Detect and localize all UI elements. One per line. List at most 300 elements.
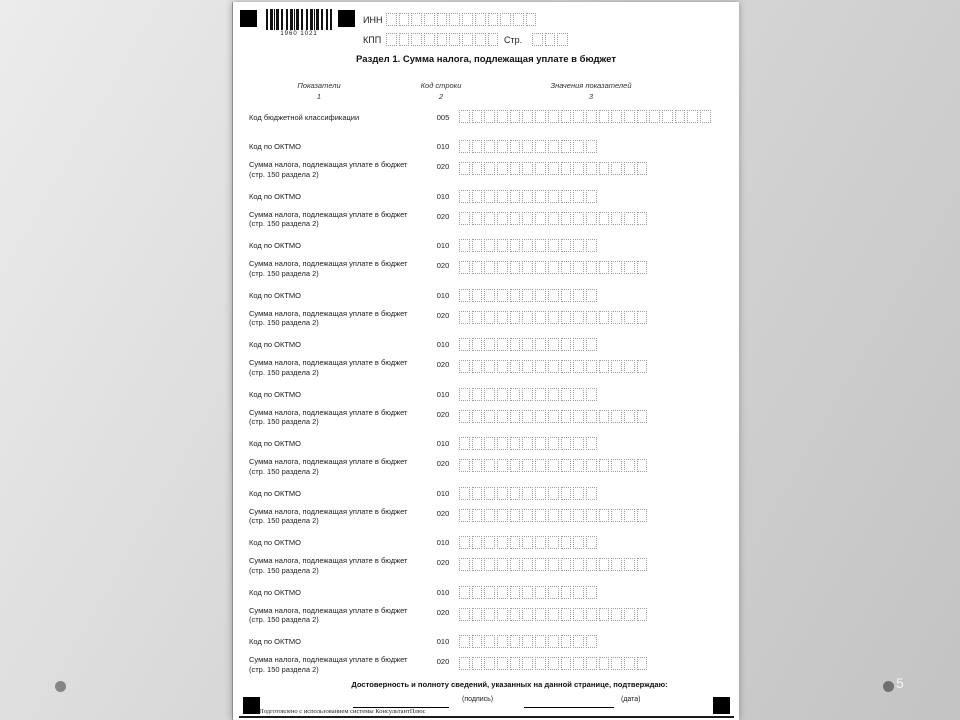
digit-cell [497, 261, 508, 274]
oktmo-label: Код по ОКТМО [249, 340, 302, 349]
digit-cell [522, 110, 533, 123]
digit-cell [637, 212, 648, 225]
digit-cell [510, 657, 521, 670]
digit-cell [573, 388, 584, 401]
digit-cell [497, 410, 508, 423]
digit-cell [510, 437, 521, 450]
digit-cell [522, 608, 533, 621]
oktmo-field[interactable] [459, 289, 599, 302]
digit-cell [561, 289, 572, 302]
tax-sum-label-main: Сумма налога, подлежащая уплате в бюджет [249, 160, 408, 169]
digit-cell [522, 509, 533, 522]
tax-sum-label [249, 358, 427, 378]
digit-cell [561, 338, 572, 351]
digit-cell [599, 410, 610, 423]
digit-cell [472, 212, 483, 225]
kpp-field[interactable] [386, 33, 500, 46]
digit-cell [573, 239, 584, 252]
digit-cell [573, 289, 584, 302]
signature-label: (подпись) [462, 696, 494, 703]
digit-cell [522, 190, 533, 203]
digit-cell [624, 558, 635, 571]
digit-cell [561, 410, 572, 423]
digit-cell [472, 608, 483, 621]
digit-cell [522, 162, 533, 175]
digit-cell [586, 110, 597, 123]
tax-sum-label [249, 210, 427, 230]
digit-cell [497, 110, 508, 123]
digit-cell [611, 558, 622, 571]
digit-cell [599, 558, 610, 571]
digit-cell [472, 162, 483, 175]
digit-cell [637, 311, 648, 324]
tax-sum-field[interactable] [459, 261, 649, 274]
digit-cell [624, 410, 635, 423]
digit-cell [548, 162, 559, 175]
digit-cell [599, 509, 610, 522]
digit-cell [522, 487, 533, 500]
tax-sum-label-main: Сумма налога, подлежащая уплате в бюджет [249, 605, 408, 615]
tax-sum-label-main: Сумма налога, подлежащая уплате в бюджет [249, 209, 408, 219]
registration-mark-bottom-right [713, 697, 730, 714]
bottom-rule [239, 716, 734, 718]
digit-cell [573, 311, 584, 324]
digit-cell [510, 162, 521, 175]
digit-cell [488, 13, 499, 26]
tax-sum-code: 020 [436, 261, 450, 270]
digit-cell [624, 162, 635, 175]
tax-sum-field[interactable] [459, 558, 649, 571]
digit-cell [561, 608, 572, 621]
digit-cell [573, 140, 584, 153]
oktmo-code: 010 [436, 637, 450, 646]
digit-cell [510, 311, 521, 324]
digit-cell [459, 459, 470, 472]
digit-cell [611, 509, 622, 522]
oktmo-field[interactable] [459, 635, 599, 648]
digit-cell [497, 635, 508, 648]
tax-sum-field[interactable] [459, 360, 649, 373]
digit-cell [700, 110, 711, 123]
digit-cell [510, 360, 521, 373]
digit-cell [497, 608, 508, 621]
oktmo-tax-block [233, 386, 739, 435]
tax-sum-field[interactable] [459, 311, 649, 324]
digit-cell [497, 140, 508, 153]
digit-cell [497, 338, 508, 351]
oktmo-code: 010 [436, 191, 450, 201]
digit-cell [522, 289, 533, 302]
digit-cell [624, 657, 635, 670]
tax-sum-field[interactable] [459, 459, 649, 472]
oktmo-field[interactable] [459, 487, 599, 500]
digit-cell [472, 487, 483, 500]
digit-cell [472, 388, 483, 401]
digit-cell [484, 261, 495, 274]
digit-cell [510, 586, 521, 599]
digit-cell [561, 437, 572, 450]
digit-cell [586, 509, 597, 522]
digit-cell [557, 33, 568, 46]
digit-cell [484, 190, 495, 203]
tax-sum-label-sub: (стр. 150 раздела 2) [249, 516, 319, 526]
digit-cell [586, 586, 597, 599]
digit-cell [497, 509, 508, 522]
digit-cell [411, 33, 422, 46]
digit-cell [548, 388, 559, 401]
oktmo-label: Код по ОКТМО [249, 538, 302, 547]
confirmation-text: Достоверность и полноту сведений, указанных на данной странице, подтверждаю: [351, 680, 668, 689]
digit-cell [573, 635, 584, 648]
oktmo-label: Код по ОКТМО [249, 290, 302, 300]
digit-cell [535, 261, 546, 274]
digit-cell [484, 410, 495, 423]
digit-cell [548, 311, 559, 324]
digit-cell [472, 190, 483, 203]
tax-sum-label [249, 259, 427, 279]
digit-cell [548, 338, 559, 351]
digit-cell [484, 558, 495, 571]
digit-cell [573, 410, 584, 423]
oktmo-code: 010 [436, 142, 450, 151]
digit-cell [548, 140, 559, 153]
tax-sum-label-sub: (стр. 150 раздела 2) [249, 466, 319, 476]
digit-cell [411, 13, 422, 26]
digit-cell [475, 13, 486, 26]
digit-cell [522, 140, 533, 153]
consultant-plus-watermark: Подготовлено с использованием системы КонсультантПлюс [259, 708, 426, 715]
digit-cell [437, 13, 448, 26]
digit-cell [497, 360, 508, 373]
digit-cell [484, 608, 495, 621]
digit-cell [637, 509, 648, 522]
digit-cell [526, 13, 537, 26]
digit-cell [484, 635, 495, 648]
kbk-field[interactable] [459, 110, 713, 123]
digit-cell [488, 33, 499, 46]
digit-cell [548, 586, 559, 599]
oktmo-label: Код по ОКТМО [249, 488, 302, 498]
tax-sum-code: 020 [436, 607, 450, 617]
digit-cell [637, 110, 648, 123]
digit-cell [472, 289, 483, 302]
digit-cell [535, 338, 546, 351]
digit-cell [522, 410, 533, 423]
digit-cell [573, 110, 584, 123]
tax-sum-field[interactable] [459, 410, 649, 423]
oktmo-code: 010 [436, 587, 450, 597]
digit-cell [484, 140, 495, 153]
digit-cell [510, 338, 521, 351]
digit-cell [459, 239, 470, 252]
tax-sum-field[interactable] [459, 162, 649, 175]
digit-cell [522, 388, 533, 401]
digit-cell [459, 536, 470, 549]
digit-cell [535, 410, 546, 423]
date-line[interactable] [524, 707, 614, 708]
digit-cell [535, 212, 546, 225]
digit-cell [535, 388, 546, 401]
oktmo-field[interactable] [459, 536, 599, 549]
digit-cell [484, 586, 495, 599]
oktmo-code: 010 [436, 439, 450, 448]
digit-cell [459, 657, 470, 670]
digit-cell [624, 608, 635, 621]
digit-cell [497, 239, 508, 252]
digit-cell [459, 162, 470, 175]
oktmo-field[interactable] [459, 239, 599, 252]
digit-cell [472, 410, 483, 423]
tax-sum-field[interactable] [459, 212, 649, 225]
digit-cell [624, 459, 635, 472]
digit-cell [599, 360, 610, 373]
registration-mark-top-left [240, 10, 257, 27]
tax-sum-field[interactable] [459, 608, 649, 621]
digit-cell [561, 558, 572, 571]
digit-cell [611, 608, 622, 621]
digit-cell [611, 162, 622, 175]
oktmo-field[interactable] [459, 190, 599, 203]
digit-cell [484, 657, 495, 670]
tax-sum-label [249, 408, 427, 428]
digit-cell [611, 212, 622, 225]
digit-cell [535, 608, 546, 621]
digit-cell [484, 509, 495, 522]
section-title: Раздел 1. Сумма налога, подлежащая уплате в бюджет [356, 54, 616, 65]
tax-sum-label-sub: (стр. 150 раздела 2) [249, 367, 319, 377]
oktmo-field[interactable] [459, 586, 599, 599]
digit-cell [637, 261, 648, 274]
digit-cell [459, 140, 470, 153]
digit-cell [522, 437, 533, 450]
digit-cell [497, 162, 508, 175]
oktmo-label: Код по ОКТМО [249, 389, 302, 399]
digit-cell [599, 110, 610, 123]
digit-cell [459, 410, 470, 423]
digit-cell [522, 338, 533, 351]
inn-field[interactable] [386, 13, 538, 26]
tax-sum-label-sub: (стр. 150 раздела 2) [249, 417, 319, 427]
column-header-znacheniya: Значения показателей [550, 81, 632, 90]
digit-cell [561, 536, 572, 549]
digit-cell [510, 239, 521, 252]
oktmo-code: 010 [436, 488, 450, 498]
digit-cell [586, 289, 597, 302]
tax-sum-field[interactable] [459, 657, 649, 670]
digit-cell [637, 558, 648, 571]
digit-cell [497, 487, 508, 500]
oktmo-field[interactable] [459, 140, 599, 153]
digit-cell [462, 13, 473, 26]
tax-sum-label [249, 655, 427, 675]
digit-cell [522, 459, 533, 472]
str-field[interactable] [532, 33, 570, 46]
oktmo-field[interactable] [459, 338, 599, 351]
tax-sum-label-main: Сумма налога, подлежащая уплате в бюджет [249, 655, 408, 664]
digit-cell [548, 509, 559, 522]
digit-cell [484, 437, 495, 450]
digit-cell [611, 311, 622, 324]
digit-cell [573, 487, 584, 500]
digit-cell [573, 558, 584, 571]
digit-cell [459, 360, 470, 373]
oktmo-field[interactable] [459, 388, 599, 401]
digit-cell [535, 586, 546, 599]
digit-cell [561, 261, 572, 274]
digit-cell [522, 657, 533, 670]
digit-cell [573, 657, 584, 670]
digit-cell [586, 360, 597, 373]
digit-cell [472, 239, 483, 252]
tax-sum-code: 020 [436, 162, 450, 171]
digit-cell [535, 635, 546, 648]
tax-sum-code: 020 [436, 409, 450, 419]
digit-cell [459, 212, 470, 225]
digit-cell [459, 190, 470, 203]
digit-cell [599, 608, 610, 621]
digit-cell [637, 410, 648, 423]
digit-cell [510, 110, 521, 123]
digit-cell [675, 110, 686, 123]
tax-sum-code: 020 [436, 211, 450, 221]
oktmo-label: Код по ОКТМО [249, 241, 302, 250]
digit-cell [386, 13, 397, 26]
tax-sum-field[interactable] [459, 509, 649, 522]
digit-cell [586, 239, 597, 252]
digit-cell [586, 558, 597, 571]
digit-cell [548, 360, 559, 373]
digit-cell [535, 558, 546, 571]
digit-cell [484, 311, 495, 324]
digit-cell [535, 509, 546, 522]
digit-cell [399, 33, 410, 46]
digit-cell [484, 212, 495, 225]
oktmo-label: Код по ОКТМО [249, 587, 302, 597]
digit-cell [522, 536, 533, 549]
oktmo-code: 010 [436, 389, 450, 399]
digit-cell [497, 311, 508, 324]
digit-cell [449, 13, 460, 26]
digit-cell [484, 338, 495, 351]
oktmo-tax-block [233, 336, 739, 385]
digit-cell [637, 608, 648, 621]
digit-cell [497, 212, 508, 225]
digit-cell [573, 608, 584, 621]
digit-cell [611, 657, 622, 670]
column-header-kod-stroki: Код строки [420, 81, 462, 90]
digit-cell [535, 110, 546, 123]
digit-cell [510, 487, 521, 500]
digit-cell [472, 110, 483, 123]
digit-cell [573, 261, 584, 274]
digit-cell [586, 338, 597, 351]
digit-cell [484, 536, 495, 549]
digit-cell [573, 338, 584, 351]
digit-cell [586, 657, 597, 670]
kbk-code: 005 [436, 113, 450, 122]
digit-cell [561, 487, 572, 500]
digit-cell [535, 289, 546, 302]
kpp-label: КПП [363, 35, 382, 45]
digit-cell [472, 338, 483, 351]
tax-sum-code: 020 [436, 508, 450, 518]
digit-cell [548, 657, 559, 670]
digit-cell [548, 635, 559, 648]
digit-cell [472, 509, 483, 522]
digit-cell [459, 437, 470, 450]
tax-sum-label-sub: (стр. 150 раздела 2) [249, 169, 319, 179]
digit-cell [484, 487, 495, 500]
oktmo-tax-block [233, 138, 739, 187]
digit-cell [459, 338, 470, 351]
digit-cell [510, 410, 521, 423]
digit-cell [637, 657, 648, 670]
digit-cell [535, 311, 546, 324]
digit-cell [535, 162, 546, 175]
digit-cell [573, 360, 584, 373]
oktmo-field[interactable] [459, 437, 599, 450]
digit-cell [561, 162, 572, 175]
digit-cell [548, 190, 559, 203]
digit-cell [586, 487, 597, 500]
digit-cell [599, 212, 610, 225]
digit-cell [573, 586, 584, 599]
digit-cell [459, 311, 470, 324]
digit-cell [561, 388, 572, 401]
oktmo-tax-block [233, 435, 739, 484]
tax-sum-label [249, 309, 427, 329]
digit-cell [573, 459, 584, 472]
slide-bullet-left [55, 681, 66, 692]
digit-cell [459, 509, 470, 522]
digit-cell [484, 360, 495, 373]
digit-cell [510, 558, 521, 571]
digit-cell [459, 558, 470, 571]
digit-cell [497, 289, 508, 302]
tax-sum-label [249, 457, 427, 477]
digit-cell [497, 190, 508, 203]
digit-cell [472, 311, 483, 324]
oktmo-tax-block [233, 485, 739, 534]
tax-sum-code: 020 [436, 657, 450, 666]
oktmo-label: Код по ОКТМО [249, 439, 302, 448]
digit-cell [472, 657, 483, 670]
digit-cell [548, 261, 559, 274]
digit-cell [548, 110, 559, 123]
barcode [266, 9, 332, 30]
digit-cell [459, 261, 470, 274]
digit-cell [561, 635, 572, 648]
tax-sum-label [249, 556, 427, 576]
digit-cell [561, 586, 572, 599]
digit-cell [561, 459, 572, 472]
digit-cell [484, 289, 495, 302]
digit-cell [510, 212, 521, 225]
digit-cell [535, 487, 546, 500]
digit-cell [472, 635, 483, 648]
oktmo-code: 010 [436, 538, 450, 547]
digit-cell [561, 657, 572, 670]
oktmo-tax-block [233, 287, 739, 336]
digit-cell [624, 212, 635, 225]
digit-cell [687, 110, 698, 123]
tax-sum-label-sub: (стр. 150 раздела 2) [249, 565, 319, 575]
registration-mark-top-inner [338, 10, 355, 27]
digit-cell [586, 635, 597, 648]
digit-cell [510, 261, 521, 274]
digit-cell [497, 536, 508, 549]
digit-cell [586, 608, 597, 621]
